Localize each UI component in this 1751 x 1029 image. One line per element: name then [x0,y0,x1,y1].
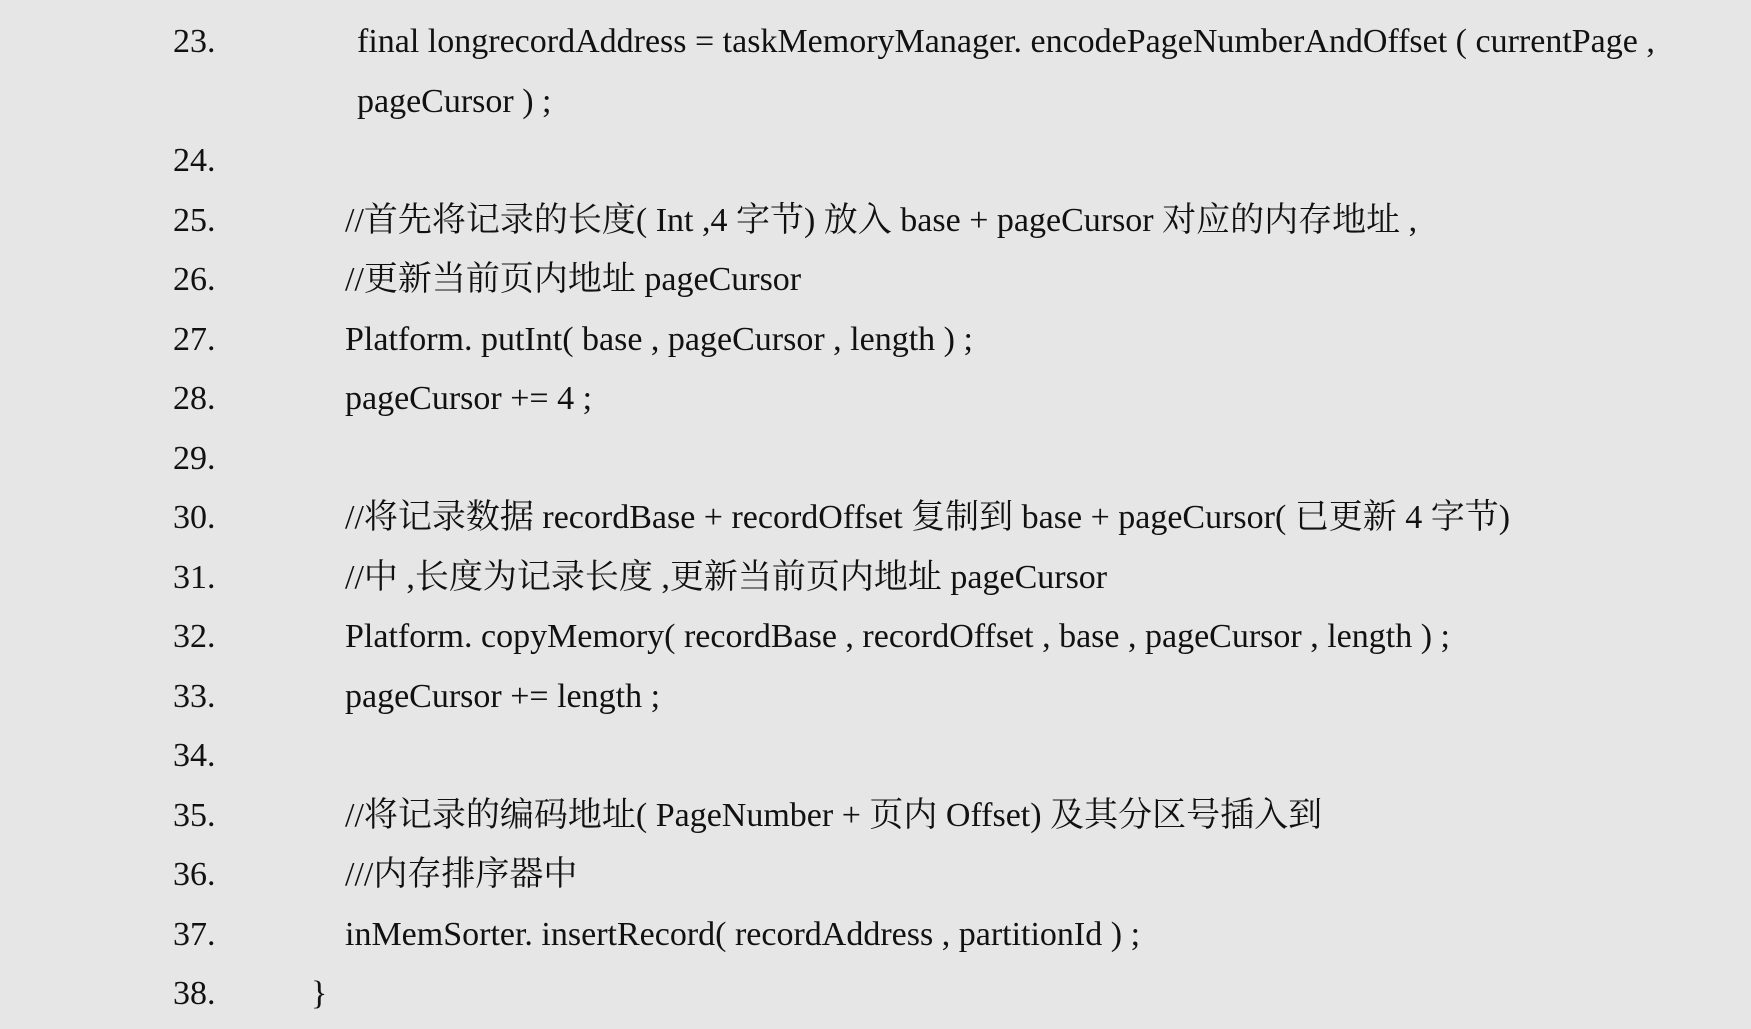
line-number: 31. [173,559,216,596]
code-line [0,726,1751,785]
code-line [0,310,1751,369]
code-line [0,12,1751,71]
line-number: 34. [173,737,216,774]
line-number: 23. [173,23,216,60]
line-number: 37. [173,916,216,953]
code-line [0,905,1751,964]
code-line [0,786,1751,845]
code-line [0,607,1751,666]
line-number: 33. [173,678,216,715]
code-line [0,369,1751,428]
code-comment: //更新当前页内地址 pageCursor [345,261,802,298]
code-comment: ///内存排序器中 [345,856,578,893]
line-number: 30. [173,499,216,536]
code-line [0,488,1751,547]
line-number: 36. [173,856,216,893]
line-number: 38. [173,975,216,1012]
code-line [0,131,1751,190]
line-number: 29. [173,440,216,477]
code-comment: //将记录数据 recordBase + recordOffset 复制到 base + pageCursor( 已更新 4 字节) [345,499,1511,536]
code-comment: //将记录的编码地址( PageNumber + 页内 Offset) 及其分区号插入到 [345,797,1323,834]
code-text: pageCursor += 4 ; [345,380,593,417]
line-number: 26. [173,261,216,298]
code-text: pageCursor ) ; [357,83,552,120]
code-line [0,667,1751,726]
code-line [0,191,1751,250]
code-text: pageCursor += length ; [345,678,661,715]
code-text: inMemSorter. insertRecord( recordAddress , partitionId ) ; [345,916,1141,953]
code-text: Platform. putInt( base , pageCursor , length ) ; [345,321,973,358]
code-text: Platform. copyMemory( recordBase , recordOffset , base , pageCursor , length ) ; [345,618,1450,655]
code-comment: //首先将记录的长度( Int ,4 字节) 放入 base + pageCursor 对应的内存地址 , [345,202,1418,239]
code-line [0,548,1751,607]
code-line [0,250,1751,309]
line-number: 24. [173,142,216,179]
line-number: 35. [173,797,216,834]
line-number: 32. [173,618,216,655]
code-line [0,72,1751,131]
closing-brace: } [311,975,328,1012]
line-number: 28. [173,380,216,417]
code-line [0,429,1751,488]
code-text: final longrecordAddress = taskMemoryManager. encodePageNumberAndOffset ( currentPage , [357,23,1655,60]
line-number: 25. [173,202,216,239]
code-comment: //中 ,长度为记录长度 ,更新当前页内地址 pageCursor [345,559,1108,596]
code-line [0,964,1751,1023]
line-number: 27. [173,321,216,358]
code-line [0,845,1751,904]
